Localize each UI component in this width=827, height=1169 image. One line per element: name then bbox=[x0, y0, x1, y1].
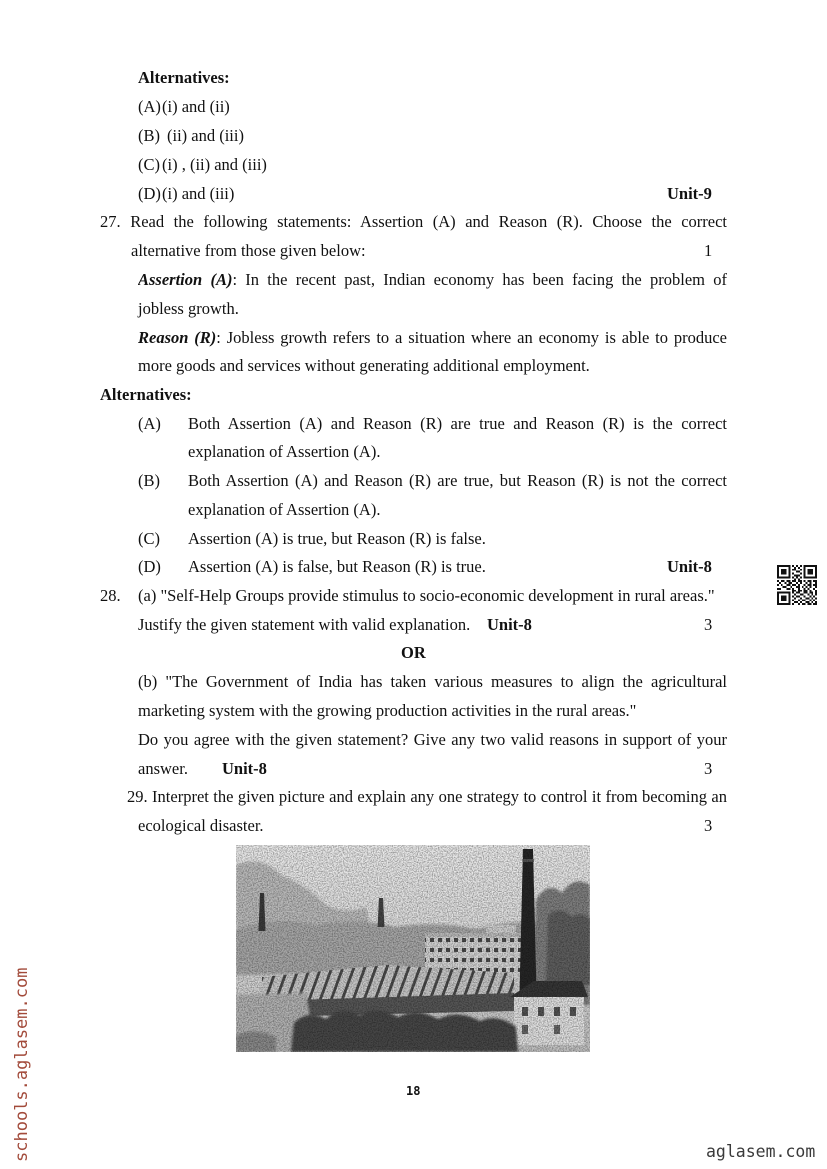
question-text: (a) "Self-Help Groups provide stimulus to socio-economic development in rural areas." bbox=[138, 586, 715, 605]
option-label: (A) bbox=[138, 414, 161, 433]
side-watermark: schools.aglasem.com bbox=[12, 967, 32, 1162]
option-text: (i) and (iii) bbox=[162, 184, 235, 203]
marks: 3 bbox=[704, 816, 713, 835]
reason-label: Reason (R) bbox=[138, 328, 217, 347]
unit-label: Unit-9 bbox=[667, 184, 712, 203]
option-text: Both Assertion (A) and Reason (R) are true and Reason (R) is the correct bbox=[188, 414, 727, 433]
reason-line bbox=[138, 323, 727, 352]
reason-text: more goods and services without generating additional employment. bbox=[138, 356, 590, 375]
option-text: (ii) and (iii) bbox=[167, 126, 244, 145]
factory-photo bbox=[236, 845, 590, 1052]
option-text: Assertion (A) is true, but Reason (R) is false. bbox=[188, 529, 486, 548]
option-label: (B) bbox=[138, 471, 160, 490]
qr-code bbox=[777, 565, 817, 605]
question-text: ecological disaster. bbox=[138, 816, 264, 835]
question-29-line bbox=[127, 782, 727, 811]
option-label: (B) bbox=[138, 126, 160, 145]
question-text: Interpret the given picture and explain any one strategy to control it from becoming an bbox=[152, 787, 727, 806]
assertion-text: : In the recent past, Indian economy has been facing the problem of bbox=[232, 270, 727, 289]
question-text: marketing system with the growing production activities in the rural areas." bbox=[138, 701, 637, 720]
or-divider: OR bbox=[401, 643, 426, 662]
question-text: (b) "The Government of India has taken various measures to align the agricultural bbox=[138, 672, 727, 691]
option-label: (D) bbox=[138, 557, 161, 576]
question-text: Read the following statements: Assertion (A) and Reason (R). Choose the correct bbox=[130, 212, 727, 231]
option-label: (C) bbox=[138, 529, 160, 548]
corner-watermark: aglasem.com bbox=[706, 1142, 816, 1161]
assertion-text: jobless growth. bbox=[138, 299, 239, 318]
option-label: (D) bbox=[138, 184, 161, 203]
question-text: Do you agree with the given statement? Give any two valid reasons in support of your bbox=[138, 730, 727, 749]
option-text: explanation of Assertion (A). bbox=[188, 500, 381, 519]
marks: 3 bbox=[704, 615, 713, 634]
option-text: Both Assertion (A) and Reason (R) are true, but Reason (R) is not the correct bbox=[188, 471, 727, 490]
option-text: Assertion (A) is false, but Reason (R) is true. bbox=[188, 557, 486, 576]
question-text: alternative from those given below: bbox=[131, 241, 366, 260]
alternatives-heading: Alternatives: bbox=[100, 385, 192, 404]
reason-text: : Jobless growth refers to a situation where an economy is able to produce bbox=[216, 328, 727, 347]
question-number: 27. bbox=[100, 212, 121, 231]
option-label: (A) bbox=[138, 97, 161, 116]
question-27-line bbox=[100, 207, 727, 236]
assertion-line bbox=[138, 265, 727, 294]
unit-label: Unit-8 bbox=[487, 615, 532, 634]
option-text: (i) , (ii) and (iii) bbox=[162, 155, 267, 174]
assertion-label: Assertion (A) bbox=[138, 270, 233, 289]
question-number: 28. bbox=[100, 586, 121, 605]
marks: 3 bbox=[704, 759, 713, 778]
unit-label: Unit-8 bbox=[667, 557, 712, 576]
option-text: (i) and (ii) bbox=[162, 97, 230, 116]
page-number: 18 bbox=[406, 1084, 421, 1098]
marks: 1 bbox=[704, 241, 713, 260]
question-text: Justify the given statement with valid explanation. bbox=[138, 615, 471, 634]
unit-label: Unit-8 bbox=[222, 759, 267, 778]
question-number: 29. bbox=[127, 787, 148, 806]
option-label: (C) bbox=[138, 155, 160, 174]
option-text: explanation of Assertion (A). bbox=[188, 442, 381, 461]
alternatives-heading: Alternatives: bbox=[138, 68, 230, 87]
question-text: answer. bbox=[138, 759, 188, 778]
